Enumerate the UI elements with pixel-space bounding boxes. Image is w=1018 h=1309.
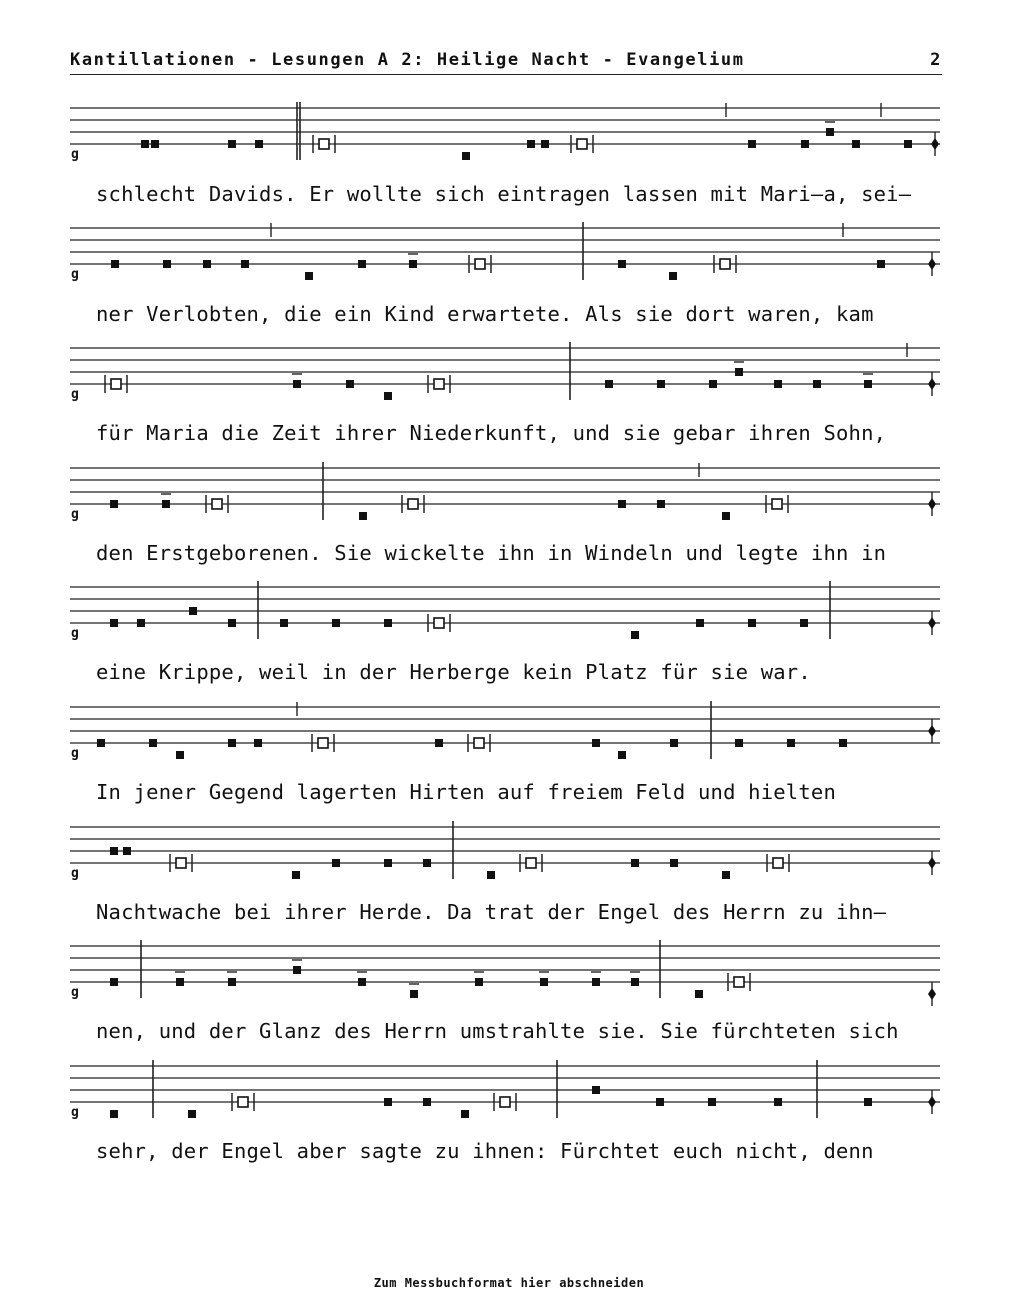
chant-note: [877, 260, 885, 268]
final-note: [928, 498, 936, 510]
chant-note: [605, 380, 613, 388]
chant-note: [332, 859, 340, 867]
chant-note: [657, 500, 665, 508]
chant-note: [409, 260, 417, 268]
chant-note: [384, 392, 392, 400]
chant-note: [618, 260, 626, 268]
chant-note: [540, 978, 548, 986]
final-note: [928, 725, 936, 737]
chant-note: [839, 739, 847, 747]
chant-note: [141, 140, 149, 148]
page-title: Kantillationen - Lesungen A 2: Heilige Nacht - Evangelium: [70, 50, 745, 70]
g-clef-icon: g: [71, 1105, 79, 1120]
reciting-note: [577, 139, 587, 149]
chant-note: [656, 1098, 664, 1106]
g-clef-icon: g: [71, 866, 79, 881]
final-note: [928, 258, 936, 270]
lyric-line: schlecht Davids. Er wollte sich eintragen lassen mit Mari–a, sei–: [96, 182, 912, 206]
chant-note: [228, 739, 236, 747]
chant-note: [162, 500, 170, 508]
g-clef-icon: g: [71, 985, 79, 1000]
reciting-note: [772, 499, 782, 509]
chant-note: [111, 260, 119, 268]
reciting-note: [176, 858, 186, 868]
chant-note: [359, 512, 367, 520]
chant-note: [189, 607, 197, 615]
chant-note: [748, 619, 756, 627]
lyric-line: eine Krippe, weil in der Herberge kein Platz für sie war.: [96, 660, 811, 684]
chant-note: [541, 140, 549, 148]
chant-note: [670, 739, 678, 747]
lyric-line: für Maria die Zeit ihrer Niederkunft, und sie gebar ihren Sohn,: [96, 421, 887, 445]
chant-note: [280, 619, 288, 627]
chant-note: [669, 272, 677, 280]
lyric-line: In jener Gegend lagerten Hirten auf freiem Feld und hielten: [96, 780, 836, 804]
chant-note: [203, 260, 211, 268]
chant-note: [241, 260, 249, 268]
chant-note: [358, 260, 366, 268]
chant-note: [384, 1098, 392, 1106]
cut-instruction: Zum Messbuchformat hier abschneiden: [373, 1276, 645, 1290]
final-note: [928, 857, 936, 869]
chant-note: [735, 739, 743, 747]
chant-note: [228, 978, 236, 986]
reciting-note: [319, 139, 329, 149]
chant-note: [592, 739, 600, 747]
chant-note: [787, 739, 795, 747]
chant-note: [631, 978, 639, 986]
chant-note: [631, 631, 639, 639]
chant-note: [735, 368, 743, 376]
chant-note: [461, 1110, 469, 1118]
chant-note: [423, 1098, 431, 1106]
chant-note: [384, 619, 392, 627]
chant-note: [228, 619, 236, 627]
chant-note: [462, 152, 470, 160]
chant-note: [176, 978, 184, 986]
chant-note: [410, 990, 418, 998]
reciting-note: [526, 858, 536, 868]
reciting-note: [434, 379, 444, 389]
chant-note: [293, 380, 301, 388]
reciting-note: [111, 379, 121, 389]
chant-note: [592, 978, 600, 986]
chant-note: [631, 859, 639, 867]
chant-note: [722, 871, 730, 879]
chant-note: [293, 966, 301, 974]
chant-note: [527, 140, 535, 148]
chant-note: [695, 990, 703, 998]
chant-note: [137, 619, 145, 627]
chant-note: [670, 859, 678, 867]
final-note: [928, 617, 936, 629]
chant-note: [358, 978, 366, 986]
chant-note: [110, 619, 118, 627]
chant-note: [423, 859, 431, 867]
lyric-line: den Erstgeborenen. Sie wickelte ihn in Windeln und legte ihn in: [96, 541, 887, 565]
chant-note: [813, 380, 821, 388]
reciting-note: [474, 738, 484, 748]
chant-note: [708, 1098, 716, 1106]
lyric-line: nen, und der Glanz des Herrn umstrahlte sie. Sie fürchteten sich: [96, 1019, 899, 1043]
reciting-note: [408, 499, 418, 509]
chant-note: [384, 859, 392, 867]
chant-note: [801, 140, 809, 148]
chant-note: [864, 380, 872, 388]
final-note: [928, 988, 936, 1000]
chant-note: [110, 847, 118, 855]
chant-note: [151, 140, 159, 148]
g-clef-icon: g: [71, 746, 79, 761]
chant-note: [435, 739, 443, 747]
reciting-note: [475, 259, 485, 269]
chant-note: [97, 739, 105, 747]
lyric-line: ner Verlobten, die ein Kind erwartete. Als sie dort waren, kam: [96, 302, 874, 326]
reciting-note: [434, 618, 444, 628]
final-note: [928, 1096, 936, 1108]
chant-note: [305, 272, 313, 280]
g-clef-icon: g: [71, 626, 79, 641]
chant-note: [163, 260, 171, 268]
chant-note: [255, 140, 263, 148]
final-note: [931, 138, 939, 150]
chant-note: [176, 751, 184, 759]
chant-note: [110, 978, 118, 986]
g-clef-icon: g: [71, 267, 79, 282]
chant-note: [123, 847, 131, 855]
reciting-note: [720, 259, 730, 269]
chant-note: [110, 1110, 118, 1118]
chant-note: [852, 140, 860, 148]
chant-note: [618, 751, 626, 759]
chant-note: [774, 380, 782, 388]
chant-note: [228, 140, 236, 148]
reciting-note: [238, 1097, 248, 1107]
g-clef-icon: g: [71, 507, 79, 522]
final-note: [928, 378, 936, 390]
chant-note: [722, 512, 730, 520]
g-clef-icon: g: [71, 387, 79, 402]
chant-note: [487, 871, 495, 879]
chant-note: [346, 380, 354, 388]
reciting-note: [500, 1097, 510, 1107]
chant-note: [657, 380, 665, 388]
chant-note: [332, 619, 340, 627]
chant-note: [110, 500, 118, 508]
reciting-note: [734, 977, 744, 987]
g-clef-icon: g: [71, 147, 79, 162]
chant-note: [475, 978, 483, 986]
page-number: 2: [930, 50, 942, 70]
chant-note: [292, 871, 300, 879]
chant-note: [709, 380, 717, 388]
chant-note: [864, 1098, 872, 1106]
reciting-note: [318, 738, 328, 748]
chant-note: [800, 619, 808, 627]
chant-note: [188, 1110, 196, 1118]
reciting-note: [773, 858, 783, 868]
lyric-line: Nachtwache bei ihrer Herde. Da trat der Engel des Herrn zu ihn–: [96, 900, 887, 924]
chant-note: [592, 1086, 600, 1094]
chant-note: [904, 140, 912, 148]
chant-note: [748, 140, 756, 148]
chant-note: [774, 1098, 782, 1106]
chant-note: [149, 739, 157, 747]
lyric-line: sehr, der Engel aber sagte zu ihnen: Fürchtet euch nicht, denn: [96, 1139, 874, 1163]
chant-note: [826, 128, 834, 136]
reciting-note: [212, 499, 222, 509]
chant-note: [696, 619, 704, 627]
chant-note: [618, 500, 626, 508]
chant-note: [254, 739, 262, 747]
